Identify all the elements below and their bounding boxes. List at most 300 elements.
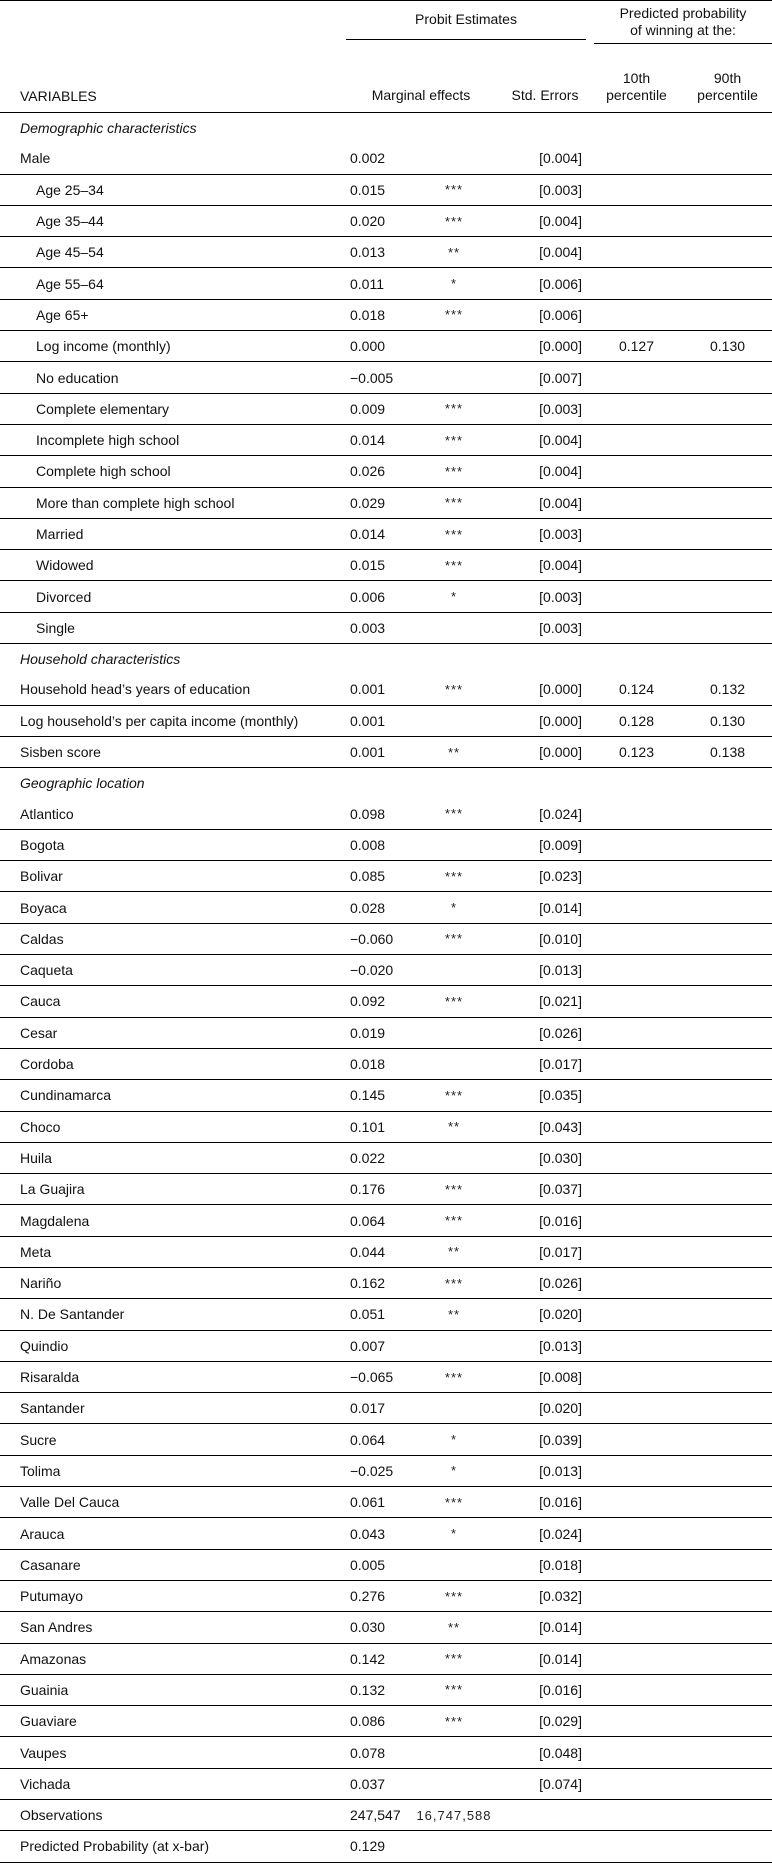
table-row <box>0 674 772 705</box>
marginal-effect: 0.176 <box>342 1174 408 1205</box>
std-error: [0.030] <box>500 1142 590 1173</box>
table-row <box>0 550 772 581</box>
table-row <box>0 393 772 424</box>
p10-value <box>590 1111 683 1142</box>
significance-stars: *** <box>408 174 500 205</box>
marginal-effect: 0.000 <box>342 331 408 362</box>
variable-label: Choco <box>0 1111 342 1142</box>
std-error: [0.004] <box>500 456 590 487</box>
std-error: [0.004] <box>500 550 590 581</box>
p10-value: 0.123 <box>590 736 683 767</box>
variable-label: Cesar <box>0 1017 342 1048</box>
significance-stars: *** <box>408 550 500 581</box>
marginal-effect: 0.022 <box>342 1142 408 1173</box>
variable-label: Caqueta <box>0 955 342 986</box>
table-row <box>0 424 772 455</box>
marginal-effect: 0.098 <box>342 799 408 830</box>
marginal-effect: 0.061 <box>342 1487 408 1518</box>
variable-label: Quindio <box>0 1330 342 1361</box>
variable-label: Vaupes <box>0 1737 342 1768</box>
table-row <box>0 861 772 892</box>
marginal-effect: 0.044 <box>342 1236 408 1267</box>
p10-value <box>590 1455 683 1486</box>
p10-value <box>590 1299 683 1330</box>
marginal-effect: 0.009 <box>342 393 408 424</box>
marginal-effect: 0.064 <box>342 1424 408 1455</box>
p10-value <box>590 1768 683 1799</box>
significance-stars <box>408 331 500 362</box>
variable-label: Nariño <box>0 1267 342 1298</box>
marginal-effects-header: Marginal effects <box>342 50 500 113</box>
variable-label: Incomplete high school <box>0 424 342 455</box>
section-row <box>0 113 772 144</box>
section-row <box>0 768 772 799</box>
significance-stars: ** <box>408 237 500 268</box>
p90-value <box>683 1549 772 1580</box>
p10-value <box>590 1393 683 1424</box>
section-label: Demographic characteristics <box>20 120 197 137</box>
variable-label: Age 65+ <box>0 299 342 330</box>
p90-value: 0.138 <box>683 736 772 767</box>
p10-value <box>590 829 683 860</box>
table-row <box>0 1236 772 1267</box>
variable-label: Log household’s per capita income (monthly) <box>0 705 342 736</box>
std-error: [0.029] <box>500 1706 590 1737</box>
significance-stars <box>408 362 500 393</box>
p90-value <box>683 1048 772 1079</box>
std-error: [0.013] <box>500 1330 590 1361</box>
std-error: [0.032] <box>500 1580 590 1611</box>
table-row <box>0 1674 772 1705</box>
p10-value <box>590 518 683 549</box>
p90-value <box>683 424 772 455</box>
p10-value <box>590 1424 683 1455</box>
table-row <box>0 487 772 518</box>
std-error: [0.006] <box>500 268 590 299</box>
table-row <box>0 1267 772 1298</box>
p10-value <box>590 799 683 830</box>
p10-value <box>590 1330 683 1361</box>
p10-value <box>590 612 683 643</box>
p90-value <box>683 1768 772 1799</box>
std-error: [0.026] <box>500 1267 590 1298</box>
p10-value <box>590 955 683 986</box>
marginal-effect: 0.037 <box>342 1768 408 1799</box>
significance-stars: * <box>408 268 500 299</box>
significance-stars <box>408 1142 500 1173</box>
p10-value <box>590 1518 683 1549</box>
significance-stars: * <box>408 581 500 612</box>
predicted-header-line1: Predicted probability <box>619 5 747 21</box>
p10-value <box>590 1361 683 1392</box>
table-row <box>0 1487 772 1518</box>
marginal-effect: 0.101 <box>342 1111 408 1142</box>
p10-value <box>590 1737 683 1768</box>
p90-value <box>683 1017 772 1048</box>
p90-value <box>683 1518 772 1549</box>
p10-value <box>590 1048 683 1079</box>
table-row <box>0 1424 772 1455</box>
table-row <box>0 331 772 362</box>
marginal-effect: 0.018 <box>342 299 408 330</box>
std-error: [0.048] <box>500 1737 590 1768</box>
variable-label: Male <box>0 143 342 174</box>
variable-label: Log income (monthly) <box>0 331 342 362</box>
p90-value <box>683 1142 772 1173</box>
marginal-effect: −0.005 <box>342 362 408 393</box>
p10-value <box>590 892 683 923</box>
significance-stars: *** <box>408 1361 500 1392</box>
significance-stars: *** <box>408 299 500 330</box>
std-error: [0.017] <box>500 1048 590 1079</box>
significance-stars: *** <box>408 861 500 892</box>
variable-label: Bolivar <box>0 861 342 892</box>
p10-value <box>590 143 683 174</box>
variable-label: Santander <box>0 1393 342 1424</box>
header-spacer <box>0 1 342 51</box>
p90-value <box>683 1393 772 1424</box>
table-row <box>0 205 772 236</box>
p90-value <box>683 1299 772 1330</box>
variable-label: Amazonas <box>0 1643 342 1674</box>
p90-value <box>683 1487 772 1518</box>
std-error: [0.007] <box>500 362 590 393</box>
std-error: [0.035] <box>500 1080 590 1111</box>
table-row <box>0 1643 772 1674</box>
std-error: [0.014] <box>500 1612 590 1643</box>
std-error: [0.003] <box>500 581 590 612</box>
variable-label: Boyaca <box>0 892 342 923</box>
std-error: [0.000] <box>500 736 590 767</box>
table-row <box>0 174 772 205</box>
p10-value <box>590 1706 683 1737</box>
section-label: Geographic location <box>20 775 145 792</box>
table-row <box>0 1174 772 1205</box>
marginal-effect: 0.019 <box>342 1017 408 1048</box>
significance-stars <box>408 1393 500 1424</box>
p10-value <box>590 581 683 612</box>
p90-value <box>683 955 772 986</box>
marginal-effect: 0.001 <box>342 705 408 736</box>
table-row <box>0 1361 772 1392</box>
std-error: [0.016] <box>500 1487 590 1518</box>
std-error: [0.018] <box>500 1549 590 1580</box>
p10-value <box>590 1080 683 1111</box>
std-error: [0.013] <box>500 955 590 986</box>
marginal-effect: 0.276 <box>342 1580 408 1611</box>
variable-label: Caldas <box>0 923 342 954</box>
std-error: [0.013] <box>500 1455 590 1486</box>
p90-value <box>683 456 772 487</box>
variable-label: Married <box>0 518 342 549</box>
table-row <box>0 1205 772 1236</box>
marginal-effect: 0.002 <box>342 143 408 174</box>
std-error: [0.004] <box>500 487 590 518</box>
marginal-effect: 0.014 <box>342 518 408 549</box>
p10-value <box>590 237 683 268</box>
table-row <box>0 1142 772 1173</box>
table-row <box>0 986 772 1017</box>
p10-value <box>590 1580 683 1611</box>
significance-stars: *** <box>408 1080 500 1111</box>
significance-stars: ** <box>408 1236 500 1267</box>
std-error: [0.023] <box>500 861 590 892</box>
p90-value <box>683 829 772 860</box>
p90-value <box>683 1674 772 1705</box>
p10-value <box>590 456 683 487</box>
p90-value <box>683 1737 772 1768</box>
variable-label: Magdalena <box>0 1205 342 1236</box>
variable-label: Predicted Probability (at x-bar) <box>0 1831 342 1862</box>
significance-stars: *** <box>408 674 500 705</box>
marginal-effect: 0.015 <box>342 174 408 205</box>
p10-value <box>590 1267 683 1298</box>
variable-label: La Guajira <box>0 1174 342 1205</box>
table-row <box>0 923 772 954</box>
p10-value <box>590 1205 683 1236</box>
significance-stars: *** <box>408 205 500 236</box>
p10-value <box>590 550 683 581</box>
p10-value <box>590 268 683 299</box>
p10-value <box>590 299 683 330</box>
marginal-effect: 0.132 <box>342 1674 408 1705</box>
section-row <box>0 644 772 675</box>
marginal-effect: 0.145 <box>342 1080 408 1111</box>
variable-label: Putumayo <box>0 1580 342 1611</box>
p90-value <box>683 923 772 954</box>
variable-label: Cordoba <box>0 1048 342 1079</box>
significance-stars: *** <box>408 1174 500 1205</box>
std-error: [0.020] <box>500 1393 590 1424</box>
significance-stars: * <box>408 1424 500 1455</box>
p90-value <box>683 550 772 581</box>
variable-label: Complete elementary <box>0 393 342 424</box>
std-error: [0.004] <box>500 143 590 174</box>
p90-value <box>683 1080 772 1111</box>
variable-label: Age 45–54 <box>0 237 342 268</box>
p90-value <box>683 362 772 393</box>
table-body <box>0 113 772 1863</box>
p90-value <box>683 986 772 1017</box>
std-error: [0.000] <box>500 705 590 736</box>
table-row <box>0 143 772 174</box>
std-error: [0.014] <box>500 892 590 923</box>
marginal-effect: 0.014 <box>342 424 408 455</box>
std-error: [0.039] <box>500 1424 590 1455</box>
marginal-effect: 0.008 <box>342 829 408 860</box>
table-row <box>0 1518 772 1549</box>
variable-label: Sisben score <box>0 736 342 767</box>
table-row <box>0 1737 772 1768</box>
variable-label: More than complete high school <box>0 487 342 518</box>
significance-stars <box>408 955 500 986</box>
std-error: [0.021] <box>500 986 590 1017</box>
table-row <box>0 1612 772 1643</box>
table-row <box>0 736 772 767</box>
p10-header: 10th percentile <box>590 50 683 113</box>
significance-stars: *** <box>408 1487 500 1518</box>
p10-value <box>590 1612 683 1643</box>
p10-value <box>590 1017 683 1048</box>
std-error: [0.014] <box>500 1643 590 1674</box>
table-row <box>0 1330 772 1361</box>
significance-stars <box>408 1048 500 1079</box>
table-row <box>0 799 772 830</box>
significance-stars <box>408 1017 500 1048</box>
significance-stars: * <box>408 1455 500 1486</box>
marginal-effect: −0.025 <box>342 1455 408 1486</box>
variable-label: Guainia <box>0 1674 342 1705</box>
table-row <box>0 1800 772 1831</box>
p90-value <box>683 174 772 205</box>
variable-label: Huila <box>0 1142 342 1173</box>
variables-header: VARIABLES <box>0 50 342 113</box>
table-row <box>0 299 772 330</box>
std-error: [0.037] <box>500 1174 590 1205</box>
marginal-effect: 0.026 <box>342 456 408 487</box>
table-row <box>0 1831 772 1862</box>
std-error: [0.000] <box>500 331 590 362</box>
marginal-effect: 0.015 <box>342 550 408 581</box>
p90-value <box>683 1205 772 1236</box>
std-error: [0.009] <box>500 829 590 860</box>
p10-value <box>590 1800 683 1831</box>
table-row <box>0 237 772 268</box>
significance-stars: *** <box>408 986 500 1017</box>
table-row <box>0 1048 772 1079</box>
p10-value <box>590 487 683 518</box>
variable-label: Complete high school <box>0 456 342 487</box>
table-row <box>0 1111 772 1142</box>
p90-value <box>683 1174 772 1205</box>
p90-value <box>683 393 772 424</box>
variable-label: Meta <box>0 1236 342 1267</box>
variable-label: Guaviare <box>0 1706 342 1737</box>
table-row <box>0 955 772 986</box>
p10-value <box>590 424 683 455</box>
marginal-effect: −0.065 <box>342 1361 408 1392</box>
significance-stars: * <box>408 892 500 923</box>
p90-value <box>683 1706 772 1737</box>
p10-value <box>590 362 683 393</box>
variable-label: N. De Santander <box>0 1299 342 1330</box>
p10-value <box>590 1174 683 1205</box>
std-error: [0.010] <box>500 923 590 954</box>
std-error: [0.000] <box>500 674 590 705</box>
significance-stars <box>408 829 500 860</box>
std-error: [0.020] <box>500 1299 590 1330</box>
predicted-probability-header <box>590 1 772 51</box>
variable-label: Valle Del Cauca <box>0 1487 342 1518</box>
marginal-effect: 0.001 <box>342 674 408 705</box>
significance-stars: *** <box>408 518 500 549</box>
significance-stars: *** <box>408 393 500 424</box>
std-error: [0.016] <box>500 1674 590 1705</box>
p90-value <box>683 143 772 174</box>
p90-value <box>683 1111 772 1142</box>
p90-value <box>683 1267 772 1298</box>
std-error: [0.074] <box>500 1768 590 1799</box>
marginal-effect: 0.142 <box>342 1643 408 1674</box>
std-error: [0.003] <box>500 174 590 205</box>
p10-value <box>590 1236 683 1267</box>
p90-header: 90th percentile <box>683 50 772 113</box>
p90-value <box>683 205 772 236</box>
marginal-effect: 0.029 <box>342 487 408 518</box>
std-error: [0.004] <box>500 424 590 455</box>
variable-label: Divorced <box>0 581 342 612</box>
p10-value <box>590 205 683 236</box>
std-error: [0.003] <box>500 518 590 549</box>
significance-stars <box>408 705 500 736</box>
table-row <box>0 1580 772 1611</box>
marginal-effect: 0.162 <box>342 1267 408 1298</box>
significance-stars: *** <box>408 1643 500 1674</box>
variable-label: Sucre <box>0 1424 342 1455</box>
significance-stars <box>408 1831 500 1862</box>
table-row <box>0 892 772 923</box>
significance-stars: *** <box>408 799 500 830</box>
p10-value <box>590 1674 683 1705</box>
significance-stars: ** <box>408 736 500 767</box>
variable-label: Age 35–44 <box>0 205 342 236</box>
marginal-effect: 0.017 <box>342 1393 408 1424</box>
marginal-effect: 0.018 <box>342 1048 408 1079</box>
table-row <box>0 1299 772 1330</box>
marginal-effect: 247,547 <box>342 1800 408 1831</box>
p10-value <box>590 1831 683 1862</box>
variable-label: Risaralda <box>0 1361 342 1392</box>
p90-value <box>683 1580 772 1611</box>
section-label: Household characteristics <box>20 651 181 668</box>
p10-value <box>590 1549 683 1580</box>
marginal-effect: 0.030 <box>342 1612 408 1643</box>
table-row <box>0 362 772 393</box>
p10-value: 0.128 <box>590 705 683 736</box>
marginal-effect: 0.086 <box>342 1706 408 1737</box>
significance-stars: *** <box>408 487 500 518</box>
p10-value: 0.127 <box>590 331 683 362</box>
variable-label: Widowed <box>0 550 342 581</box>
table-row <box>0 268 772 299</box>
significance-stars <box>408 612 500 643</box>
table-row <box>0 1080 772 1111</box>
std-error: [0.003] <box>500 612 590 643</box>
variable-label: Household head’s years of education <box>0 674 342 705</box>
p90-value <box>683 581 772 612</box>
p90-value <box>683 1831 772 1862</box>
p90-value <box>683 1643 772 1674</box>
marginal-effect: 0.085 <box>342 861 408 892</box>
p90-value <box>683 1800 772 1831</box>
marginal-effect: 0.007 <box>342 1330 408 1361</box>
p90-value <box>683 861 772 892</box>
table-row <box>0 1706 772 1737</box>
table-row <box>0 1549 772 1580</box>
marginal-effect: 0.011 <box>342 268 408 299</box>
significance-stars: *** <box>408 1674 500 1705</box>
significance-stars: * <box>408 1518 500 1549</box>
marginal-effect: 0.003 <box>342 612 408 643</box>
variable-label: Cundinamarca <box>0 1080 342 1111</box>
significance-stars <box>408 1768 500 1799</box>
p90-value: 0.130 <box>683 705 772 736</box>
table-row <box>0 1393 772 1424</box>
marginal-effect: 0.028 <box>342 892 408 923</box>
table-row <box>0 456 772 487</box>
marginal-effect: −0.020 <box>342 955 408 986</box>
p10-value <box>590 923 683 954</box>
